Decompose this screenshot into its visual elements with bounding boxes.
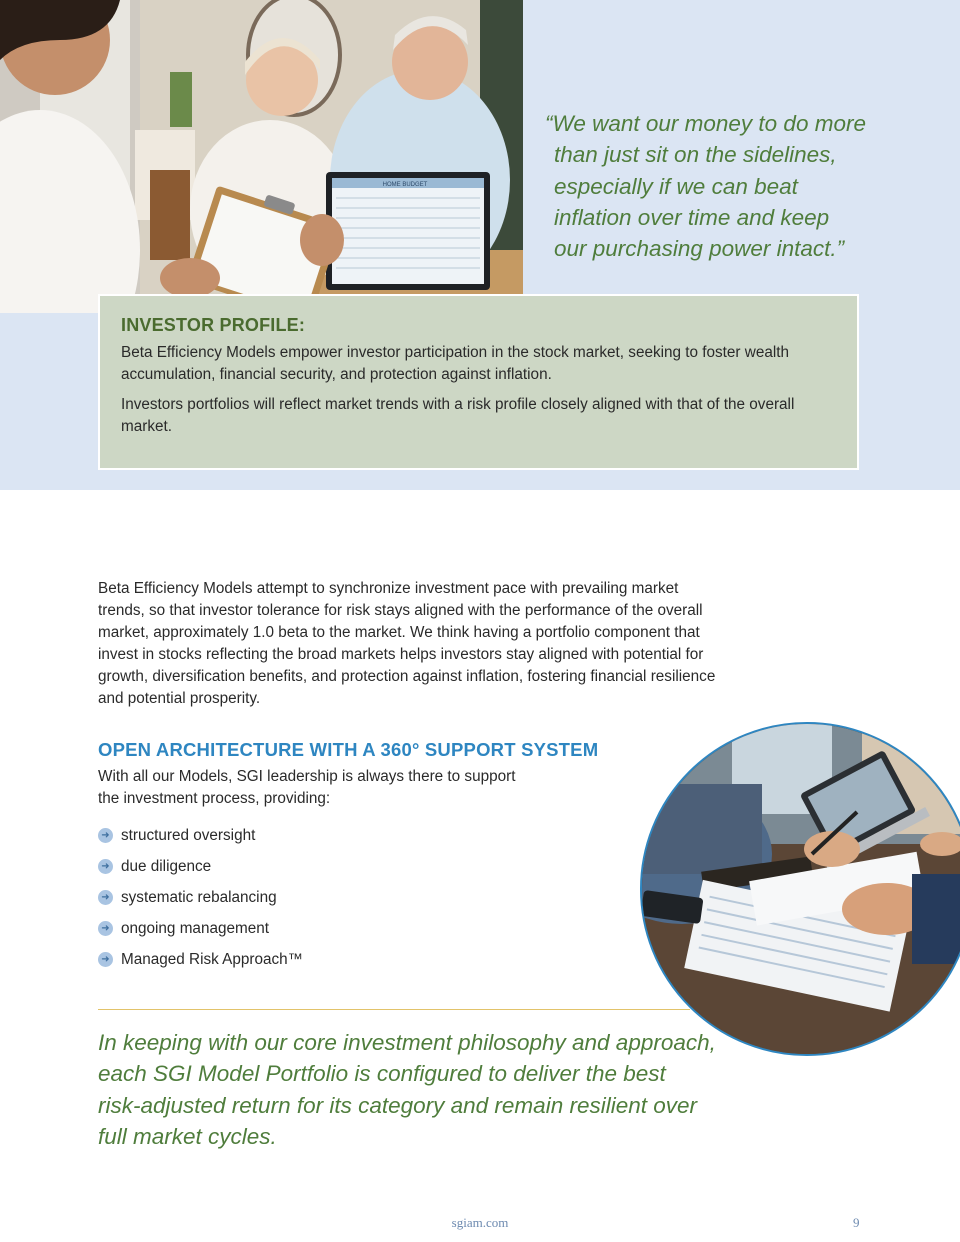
investor-profile-paragraph: Beta Efficiency Models empower investor participation in the stock market, seeking to foster wealth accumulation, financial security, and protection against inflation. <box>121 344 789 383</box>
list-item-text: systematic rebalancing <box>121 888 277 906</box>
couple-advisor-photo <box>0 0 523 313</box>
client-quote-line: our purchasing power intact.” <box>554 236 845 262</box>
list-item <box>98 820 303 851</box>
list-item <box>98 944 303 975</box>
arrow-right-circle-icon: ➜ <box>98 828 113 843</box>
investor-profile-box <box>98 294 859 470</box>
philosophy-statement-line: each SGI Model Portfolio is configured to deliver the best <box>98 1061 666 1087</box>
list-item-text: ongoing management <box>121 919 269 937</box>
philosophy-statement <box>98 1027 716 1152</box>
client-quote-line: inflation over time and keep <box>554 204 830 230</box>
arrow-right-circle-icon: ➜ <box>98 890 113 905</box>
list-item <box>98 851 303 882</box>
laptop-heading-text: HOME BUDGET <box>382 182 428 188</box>
arrow-right-circle-icon: ➜ <box>98 921 113 936</box>
page-number: 9 <box>853 1215 860 1230</box>
list-item <box>98 882 303 913</box>
philosophy-statement-line: risk-adjusted return for its category and remain resilient over <box>98 1092 698 1118</box>
client-quote-line: especially if we can beat <box>554 173 798 199</box>
open-architecture-heading: OPEN ARCHITECTURE WITH A 360° SUPPORT SYSTEM <box>98 739 599 760</box>
list-item-text: Managed Risk Approach™ <box>121 950 303 968</box>
beta-efficiency-description: Beta Efficiency Models attempt to synchronize investment pace with prevailing market trends, so that investor tolerance for risk stays aligned with the performance of the overall market, approximately 1.0 beta to the market. We think having a portfolio component that invest in stocks reflecting the broad markets helps investors stay aligned with potential for growth, diversification benefits, and protection against inflation, fostering financial resilience and potential prosperity. <box>98 580 716 707</box>
section-divider <box>98 1009 690 1010</box>
meeting-table-photo <box>640 722 960 1056</box>
investor-profile-title: INVESTOR PROFILE: <box>121 315 306 335</box>
list-item <box>98 913 303 944</box>
footer-website: sgiam.com <box>451 1215 509 1230</box>
list-item-text: structured oversight <box>121 826 256 844</box>
client-quote <box>545 108 945 264</box>
client-quote-line: “We want our money to do more <box>545 111 866 136</box>
list-item-text: due diligence <box>121 857 212 875</box>
philosophy-statement-line: In keeping with our core investment philosophy and approach, <box>98 1030 716 1055</box>
philosophy-statement-line: full market cycles. <box>98 1123 277 1149</box>
support-list <box>98 820 303 975</box>
client-quote-line: than just sit on the sidelines, <box>554 142 837 168</box>
investor-profile-paragraph: Investors portfolios will reflect market trends with a risk profile closely aligned with that of the overall market. <box>121 396 795 435</box>
arrow-right-circle-icon: ➜ <box>98 859 113 874</box>
open-architecture-intro: With all our Models, SGI leadership is always there to support the investment process, providing: <box>98 768 516 807</box>
arrow-right-circle-icon: ➜ <box>98 952 113 967</box>
